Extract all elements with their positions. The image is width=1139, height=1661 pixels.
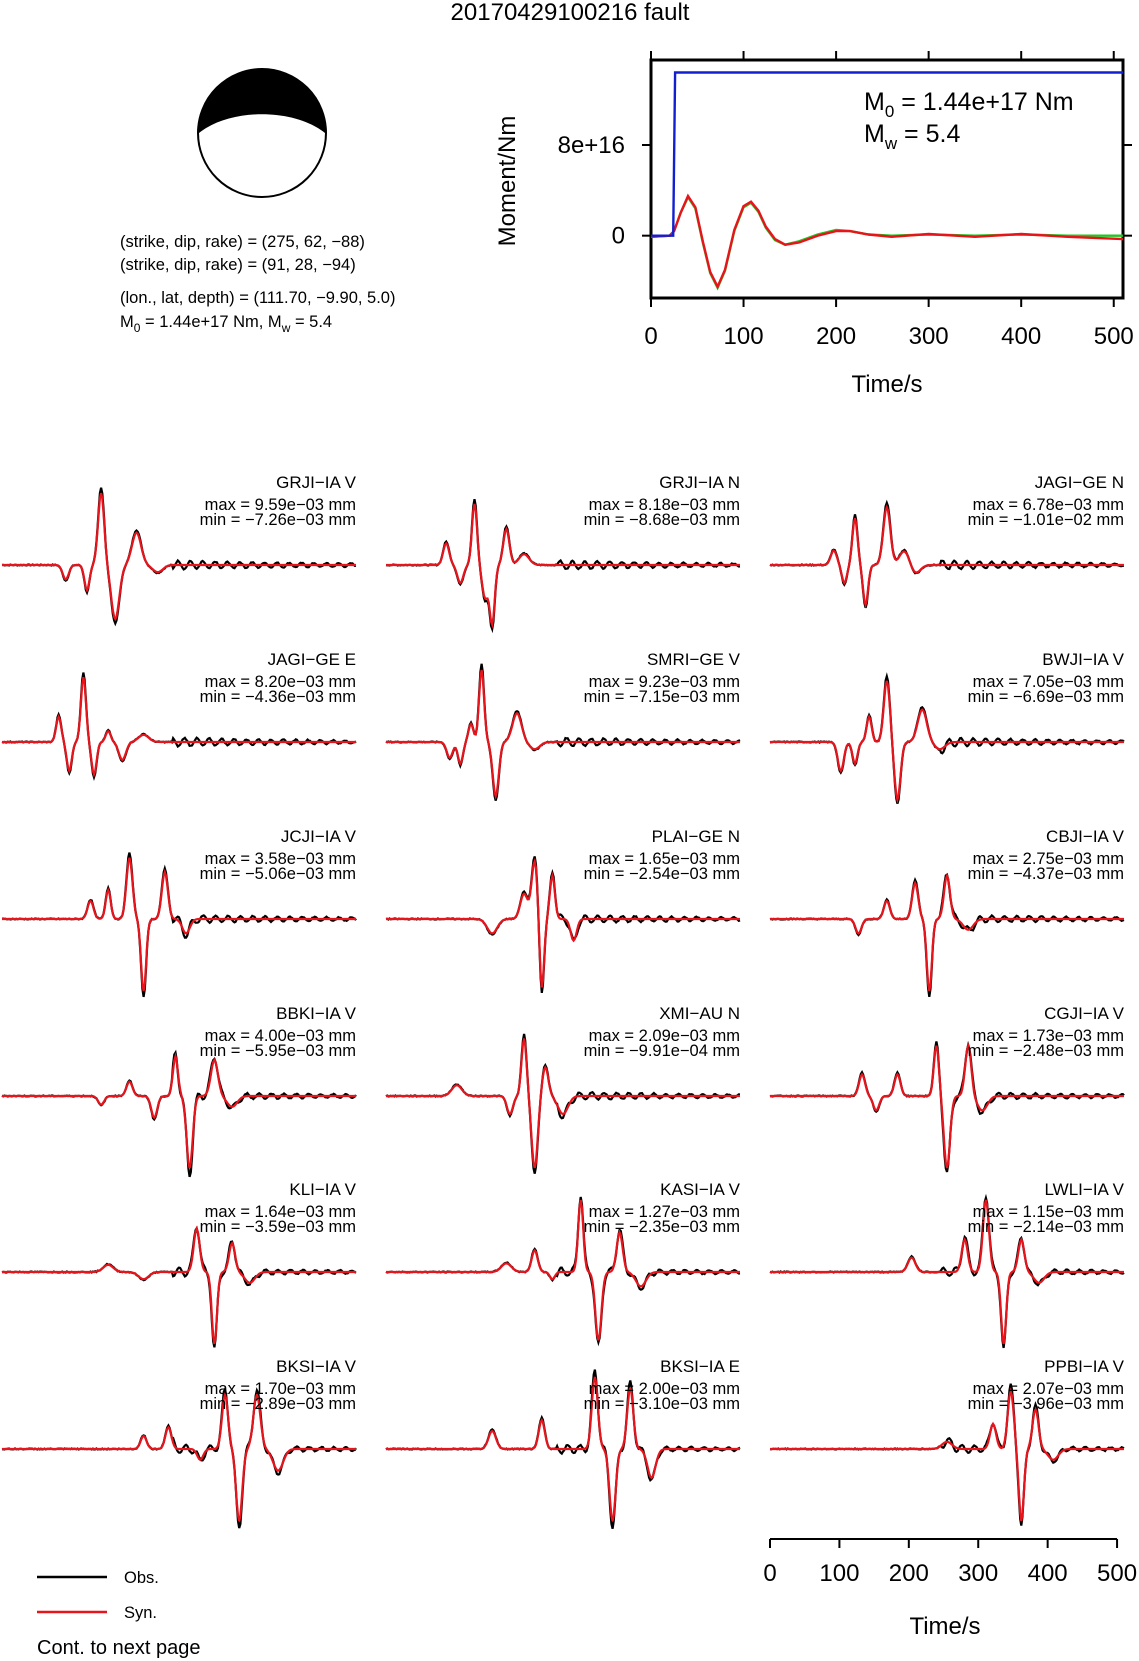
legend [37, 1569, 200, 1659]
min-amplitude-label: min = −8.68e−03 mm [583, 511, 740, 529]
waveform-x-tick-label: 0 [763, 1560, 777, 1587]
synthetic-trace [2, 1229, 356, 1344]
station-label: BBKI−IA V [276, 1004, 356, 1023]
max-amplitude-label: max = 2.00e−03 mm [588, 1380, 740, 1398]
min-amplitude-label: min = −6.69e−03 mm [967, 688, 1124, 706]
min-amplitude-label: min = −4.36e−03 mm [199, 688, 356, 706]
moment-x-tick-label: 0 [644, 323, 658, 350]
min-amplitude-label: min = −2.89e−03 mm [199, 1395, 356, 1413]
continuation-note: Cont. to next page [37, 1637, 201, 1659]
station-label: PLAI−GE N [651, 827, 740, 846]
min-amplitude-label: min = −2.48e−03 mm [967, 1042, 1124, 1060]
min-amplitude-label: min = −7.26e−03 mm [199, 511, 356, 529]
min-amplitude-label: min = −1.01e−02 mm [967, 511, 1124, 529]
waveform-time-axis [763, 1539, 1137, 1640]
moment-mw-annotation: $M_w = 5.4$ [864, 120, 961, 153]
station-label: CBJI−IA V [1046, 827, 1124, 846]
station-label: SMRI−GE V [646, 650, 740, 669]
station-label: BWJI−IA V [1042, 650, 1124, 669]
min-amplitude-label: min = −3.10e−03 mm [583, 1395, 740, 1413]
waveform-grid [2, 473, 1125, 1529]
moment-x-tick-label: 100 [723, 323, 764, 350]
min-amplitude-label: min = −7.15e−03 mm [583, 688, 740, 706]
min-amplitude-label: min = −2.35e−03 mm [583, 1218, 740, 1236]
waveform-x-tick-label: 100 [819, 1560, 860, 1587]
waveform-trace [770, 650, 1125, 804]
station-label: GRJI−IA N [659, 473, 740, 492]
observed-trace [770, 875, 1124, 997]
waveform-trace [770, 473, 1124, 608]
moment-x-axis-label: Time/s [851, 371, 923, 398]
max-amplitude-label: max = 1.65e−03 mm [588, 850, 740, 868]
waveform-x-tick-label: 200 [888, 1560, 929, 1587]
max-amplitude-label: max = 8.18e−03 mm [588, 496, 740, 514]
station-label: JCJI−IA V [280, 827, 356, 846]
station-label: BKSI−IA V [276, 1357, 356, 1376]
max-amplitude-label: max = 2.09e−03 mm [588, 1027, 740, 1045]
max-amplitude-label: max = 1.70e−03 mm [204, 1380, 356, 1398]
synthetic-trace [770, 1046, 1124, 1168]
max-amplitude-label: max = 2.07e−03 mm [972, 1380, 1124, 1398]
station-label: KASI−IA V [660, 1180, 740, 1199]
max-amplitude-label: max = 2.75e−03 mm [972, 850, 1124, 868]
max-amplitude-label: max = 6.78e−03 mm [972, 496, 1124, 514]
waveform-trace [770, 827, 1125, 997]
max-amplitude-label: max = 1.73e−03 mm [972, 1027, 1124, 1045]
min-amplitude-label: min = −2.54e−03 mm [583, 865, 740, 883]
waveform-trace [2, 1004, 357, 1177]
max-amplitude-label: max = 1.27e−03 mm [588, 1203, 740, 1221]
min-amplitude-label: min = −9.91e−04 mm [583, 1042, 740, 1060]
station-label: LWLI−IA V [1044, 1180, 1124, 1199]
moment-x-tick-label: 500 [1093, 323, 1134, 350]
station-label: XMI−AU N [659, 1004, 740, 1023]
moment-series-1 [651, 196, 1123, 287]
beachball-icon [198, 69, 326, 197]
figure-title: 20170429100216 fault [450, 0, 690, 26]
moment-x-tick-label: 200 [816, 323, 857, 350]
waveform-x-tick-label: 300 [958, 1560, 999, 1587]
min-amplitude-label: min = −3.59e−03 mm [199, 1218, 356, 1236]
station-label: CGJI−IA V [1044, 1004, 1124, 1023]
waveform-x-axis-label: Time/s [909, 1613, 981, 1640]
max-amplitude-label: max = 1.15e−03 mm [972, 1203, 1124, 1221]
max-amplitude-label: max = 1.64e−03 mm [204, 1203, 356, 1221]
waveform-trace [386, 1180, 741, 1342]
waveform-x-tick-label: 400 [1027, 1560, 1068, 1587]
waveform-trace [386, 650, 741, 801]
legend-obs-label: Obs. [124, 1569, 159, 1587]
focal-line-1: (strike, dip, rake) = (275, 62, −88) [120, 233, 365, 251]
waveform-trace [386, 473, 740, 629]
station-label: GRJI−IA V [276, 473, 356, 492]
max-amplitude-label: max = 9.59e−03 mm [204, 496, 356, 514]
max-amplitude-label: max = 8.20e−03 mm [204, 673, 356, 691]
waveform-trace [770, 1180, 1125, 1348]
waveform-trace [770, 1357, 1125, 1526]
moment-y-tick-label: 8e+16 [557, 132, 625, 159]
focal-line-2: (strike, dip, rake) = (91, 28, −94) [120, 256, 356, 274]
synthetic-trace [2, 1395, 356, 1521]
legend-syn-label: Syn. [124, 1604, 158, 1622]
waveform-trace [2, 650, 356, 777]
observed-trace [2, 1228, 356, 1347]
station-label: JAGI−GE N [1034, 473, 1124, 492]
waveform-x-tick-label: 500 [1097, 1560, 1138, 1587]
moment-rate-chart [494, 51, 1134, 398]
observed-trace [770, 1042, 1124, 1172]
max-amplitude-label: max = 7.05e−03 mm [972, 673, 1124, 691]
moment-x-tick-label: 400 [1001, 323, 1042, 350]
min-amplitude-label: min = −5.95e−03 mm [199, 1042, 356, 1060]
min-amplitude-label: min = −5.06e−03 mm [199, 865, 356, 883]
waveform-trace [2, 473, 357, 623]
moment-y-axis-label: Moment/Nm [494, 115, 521, 247]
waveform-trace [2, 827, 357, 997]
station-label: JAGI−GE E [267, 650, 356, 669]
observed-trace [2, 1053, 356, 1177]
moment-m0-annotation: $M_0 = 1.44e+17$ Nm [864, 88, 1074, 121]
waveform-trace [386, 1357, 740, 1529]
station-label: KLI−IA V [289, 1180, 356, 1199]
location-line: (lon., lat, depth) = (111.70, −9.90, 5.0) [120, 289, 396, 307]
synthetic-trace [770, 876, 1124, 991]
synthetic-trace [2, 1056, 356, 1168]
min-amplitude-label: min = −3.96e−03 mm [967, 1395, 1124, 1413]
min-amplitude-label: min = −2.14e−03 mm [967, 1218, 1124, 1236]
min-amplitude-label: min = −4.37e−03 mm [967, 865, 1124, 883]
waveform-trace [2, 1180, 357, 1347]
moment-summary-line: $M_0 = 1.44e+17$ Nm, $M_w = 5.4$ [120, 313, 333, 335]
max-amplitude-label: max = 3.58e−03 mm [204, 850, 356, 868]
waveform-trace [386, 1004, 740, 1174]
moment-x-tick-label: 300 [908, 323, 949, 350]
moment-y-tick-label: 0 [611, 222, 625, 250]
waveform-trace [770, 1004, 1125, 1172]
station-label: BKSI−IA E [660, 1357, 740, 1376]
waveform-trace [386, 827, 740, 993]
max-amplitude-label: max = 4.00e−03 mm [204, 1027, 356, 1045]
waveform-trace [2, 1357, 357, 1528]
max-amplitude-label: max = 9.23e−03 mm [588, 673, 740, 691]
station-label: PPBI−IA V [1044, 1357, 1124, 1376]
